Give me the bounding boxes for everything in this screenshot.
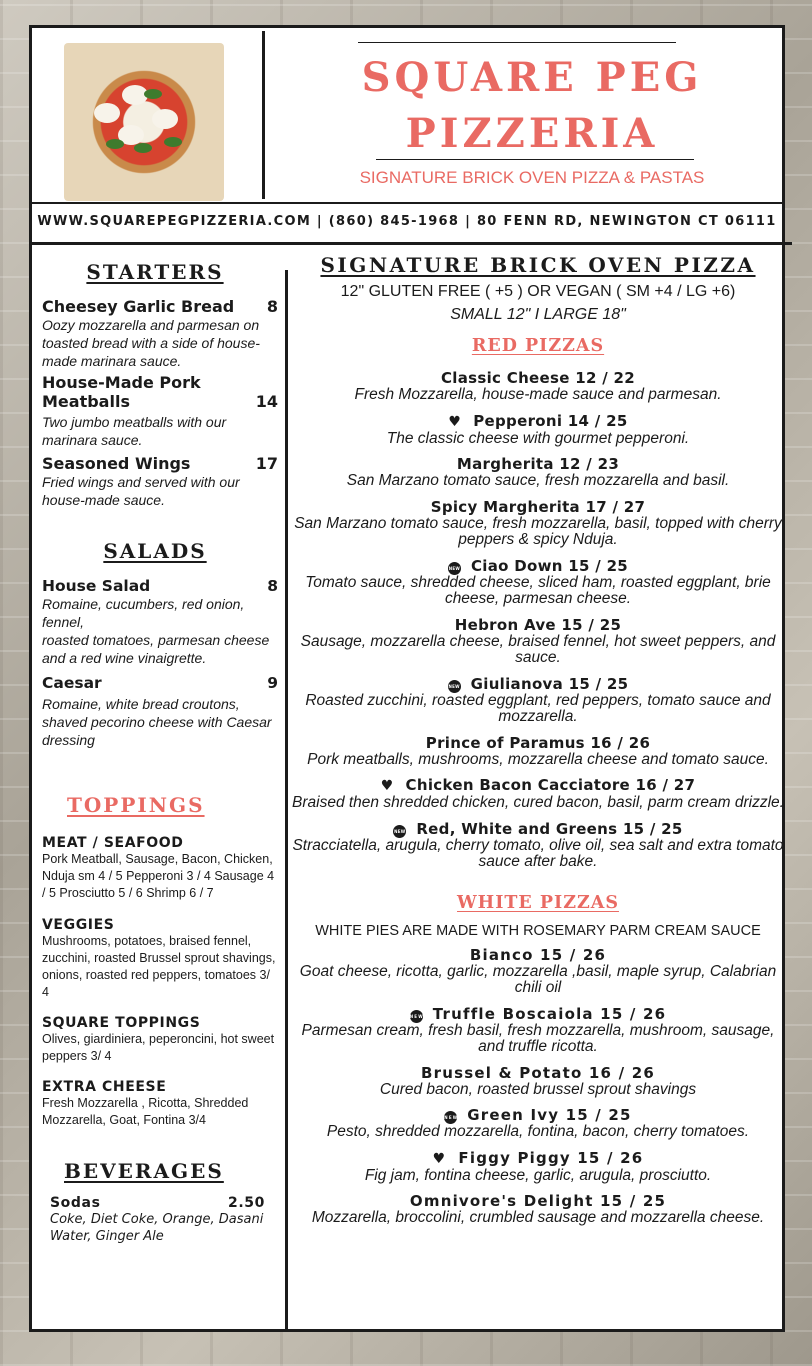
pizza-name-row [290,499,786,516]
pizza-name-row [290,821,786,838]
item-description: Romaine, white bread croutons, shaved pecorino cheese with Caesar dressing [42,696,272,748]
description-line: Romaine, cucumbers, red onion, fennel, [42,596,245,630]
topping-group-text: Olives, giardiniera, peperoncini, hot sweet peppers 3/ 4 [42,1032,275,1063]
section-title: STARTERS [86,260,224,284]
menu-item [42,454,278,473]
description-line: roasted tomatoes, parmesan cheese and a red wine vinaigrette. [42,632,270,666]
menu-item [50,1195,265,1211]
pizza-name: Green Ivy 15 / 25 [467,1106,632,1124]
pizza-name-row [290,1006,786,1023]
new-badge-icon: NEW [410,1010,423,1023]
pizza-name-row [290,735,786,752]
item-price: 8 [266,297,278,316]
topping-group-title: SQUARE TOPPINGS [42,1015,201,1031]
white-pizza-note: WHITE PIES ARE MADE WITH ROSEMARY PARM CREAM SAUCE [315,922,761,939]
tagline: SIGNATURE BRICK OVEN PIZZA & PASTAS [359,168,705,187]
pizza-description: Fig jam, fontina cheese, garlic, arugula, prosciutto. [364,1166,712,1184]
pizza-section-title: SIGNATURE BRICK OVEN PIZZA [320,253,756,277]
contact-rule [32,242,792,245]
pizza-item [290,1107,786,1141]
pizza-item [290,413,786,448]
item-price: 2.50 [228,1195,265,1211]
item-description: Fried wings and served with our house-made sauce. [42,474,240,508]
pizza-name-row [290,1150,786,1168]
pizza-name-row [290,947,786,964]
pizza-description: Pesto, shredded mozzarella, fontina, bacon, cherry tomatoes. [326,1123,750,1140]
pizza-item [290,1150,786,1185]
white-pizzas-title: WHITE PIZZAS [457,892,619,913]
item-price: 8 [267,577,278,595]
pizza-name: Figgy Piggy 15 / 26 [458,1148,644,1167]
topping-group-text: Fresh Mozzarella , Ricotta, Shredded Mozzarella, Goat, Fontina 3/4 [42,1096,249,1127]
pizza-item [290,558,786,608]
menu-item [42,297,278,316]
pizza-name: Chicken Bacon Cacciatore 16 / 27 [405,776,696,794]
pizza-description: Fresh Mozzarella, house-made sauce and parmesan. [354,386,722,403]
item-name: Sodas [50,1195,101,1211]
pizza-item [290,735,786,769]
left-column [42,260,278,1245]
pizza-name: Hebron Ave 15 / 25 [454,615,622,634]
starters-section [42,260,278,509]
pizza-description: Braised then shredded chicken, cured bacon, basil, parm cream drizzle. [292,794,784,811]
topping-group-title: EXTRA CHEESE [42,1079,167,1095]
pizza-name: Omnivore's Delight 15 / 25 [409,1192,667,1210]
item-price: 17 [255,454,278,473]
menu-item [42,674,278,692]
pizza-name: Pepperoni 14 / 25 [473,411,628,430]
pizza-name: Ciao Down 15 / 25 [470,556,629,575]
pizza-name: Prince of Paramus 16 / 26 [425,733,651,752]
contact-bar: WWW.SQUAREPEGPIZZERIA.COM | (860) 845-1968 | 80 FENN RD, NEWINGTON CT 06111 [37,214,777,229]
pizza-name: Margherita 12 / 23 [456,455,620,473]
item-name: House Salad [42,577,151,595]
pizza-name-row [290,1107,786,1124]
pizza-name-row [290,1193,786,1210]
topping-group-title: MEAT / SEAFOOD [42,835,184,851]
pizza-description: Roasted zucchini, roasted eggplant, red peppers, tomato sauce and mozzarella. [305,691,771,725]
pizza-options: 12" GLUTEN FREE ( +5 ) OR VEGAN ( SM +4 / LG +6) [340,283,736,300]
pizza-name-row [290,777,786,795]
toppings-section [42,793,278,1129]
pizza-name: Brussel & Potato 16 / 26 [421,1063,655,1082]
item-description: Coke, Diet Coke, Orange, Dasani Water, Ginger Ale [50,1212,264,1244]
item-name: House-Made Pork Meatballs [42,373,201,411]
pizza-name: Spicy Margherita 17 / 27 [430,497,646,516]
pizza-description: San Marzano tomato sauce, fresh mozzarella, basil, topped with cherry peppers & spicy Nduja. [294,514,782,548]
pizza-name-row [290,617,786,634]
item-name: Cheesey Garlic Bread [42,297,235,316]
item-price: 9 [267,674,278,692]
pizza-item [290,821,786,871]
pizza-description: Goat cheese, ricotta, garlic, mozzarella ,basil, maple syrup, Calabrian chili oil [299,962,777,996]
pizza-description: Tomato sauce, shredded cheese, sliced ham, roasted eggplant, brie cheese, parmesan cheese. [305,573,771,607]
column-divider [285,270,288,1332]
pizza-name: Giulianova 15 / 25 [470,674,629,693]
menu-sheet [29,25,785,1332]
pizza-description: San Marzano tomato sauce, fresh mozzarella and basil. [346,472,730,489]
pizza-description: Stracciatella, arugula, cherry tomato, olive oil, sea salt and extra tomato sauce after bake. [292,836,784,870]
menu-header [32,28,782,204]
item-description: Two jumbo meatballs with our marinara sauce. [42,414,227,448]
header-divider [262,31,265,199]
new-badge-icon: NEW [448,680,461,693]
topping-group-text: Mushrooms, potatoes, braised fennel, zucchini, roasted Brussel sprout shavings, onions, roasted red peppers, tomatoes 3/ 4 [42,934,276,999]
topping-group-text: Pork Meatball, Sausage, Bacon, Chicken, Nduja sm 4 / 5 Pepperoni 3 / 4 Sausage 4 / 5 Prosciutto 5 / 6 Shrimp 6 / 7 [42,852,275,900]
pizza-item [290,1193,786,1227]
pizza-description: Mozzarella, broccolini, crumbled sausage and mozzarella cheese. [311,1209,765,1226]
new-badge-icon: NEW [448,562,461,575]
red-pizza-list [290,370,786,871]
item-description: Oozy mozzarella and parmesan on toasted bread with a side of house-made marinara sauce. [42,317,260,369]
item-price: 14 [255,392,278,411]
white-pizza-list [290,947,786,1227]
menu-item [42,577,278,595]
pizza-name-row [290,413,786,431]
pizza-name: Bianco 15 / 26 [469,945,607,964]
brand-name-line-2: PIZZERIA [405,110,659,157]
pizza-name: Red, White and Greens 15 / 25 [416,819,683,838]
pizza-photo [64,43,224,201]
section-title: BEVERAGES [64,1159,224,1183]
pizza-item [290,676,786,726]
title-rule-bottom [376,159,694,160]
pizza-description: Pork meatballs, mushrooms, mozzarella cheese and tomato sauce. [307,750,769,768]
pizza-item [290,617,786,667]
pizza-name-row [290,558,786,575]
new-badge-icon: NEW [444,1111,457,1124]
brand-name-line-1: SQUARE PEG [361,54,703,101]
pizza-item [290,947,786,997]
pizza-description: Parmesan cream, fresh basil, fresh mozzarella, mushroom, sausage, and truffle ricotta. [301,1021,775,1055]
new-badge-icon: NEW [393,825,406,838]
pizza-description: Sausage, mozzarella cheese, braised fennel, hot sweet peppers, and sauce. [300,632,776,666]
menu-item [42,373,278,411]
item-name: Caesar [42,674,102,692]
pizza-column [290,253,786,1227]
pizza-item [290,499,786,549]
pizza-item [290,1006,786,1056]
section-title: TOPPINGS [67,793,205,817]
pizza-item [290,777,786,812]
salads-section [42,539,278,749]
pizza-sizes: SMALL 12" I LARGE 18" [450,306,626,323]
beverages-section [42,1159,278,1245]
pizza-item [290,456,786,490]
pizza-item [290,1065,786,1099]
title-rule-top [358,42,676,43]
heart-icon: ♥ [448,413,462,430]
red-pizzas-title: RED PIZZAS [471,336,605,356]
heart-icon: ♥ [380,778,394,794]
pizza-name-row [290,676,786,693]
item-description [42,595,278,667]
section-title: SALADS [103,539,207,563]
item-name: Seasoned Wings [42,454,191,473]
pizza-name-row [290,1065,786,1082]
pizza-description: The classic cheese with gourmet pepperoni. [386,429,690,447]
pizza-name-row [290,456,786,473]
heart-icon: ♥ [432,1150,447,1167]
pizza-item [290,370,786,404]
topping-group-title: VEGGIES [42,917,115,933]
pizza-name-row [290,370,786,387]
pizza-name: Truffle Boscaiola 15 / 26 [432,1004,667,1023]
pizza-name: Classic Cheese 12 / 22 [440,369,635,387]
pizza-description: Cured bacon, roasted brussel sprout shavings [379,1080,697,1098]
